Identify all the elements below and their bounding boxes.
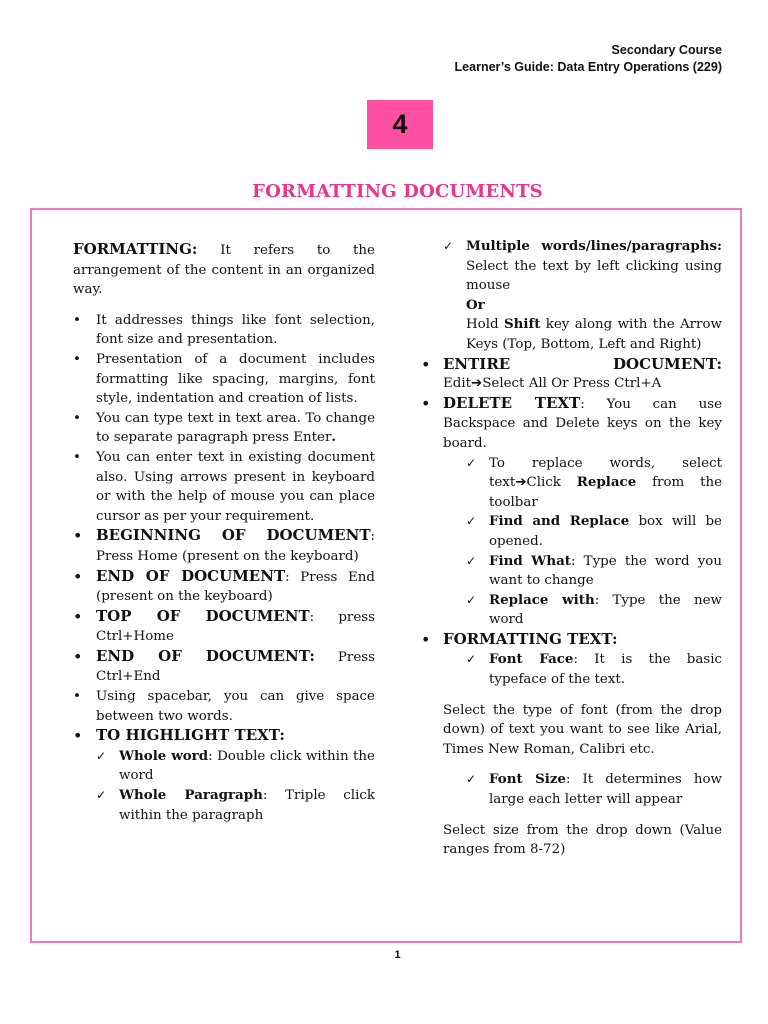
list-item	[73, 607, 375, 647]
list-item	[73, 567, 375, 607]
check-item-or: Or	[466, 296, 485, 313]
check-icon: ✓	[466, 455, 477, 470]
check-icon: ✓	[466, 553, 477, 568]
check-item-term: Font Size	[489, 771, 566, 788]
list-item-term: • ENTIRE DOCUMENT:	[443, 354, 722, 373]
list-item-text: : You can use Backspace and Delete keys on the key board.	[443, 396, 722, 451]
check-item-text: Select the text by left clicking using mouse	[466, 258, 722, 294]
check-item-term: Font Face	[489, 651, 574, 668]
arrow-icon: ➔	[515, 475, 527, 491]
right-bullet-list	[443, 355, 722, 454]
chapter-number: 4	[392, 109, 408, 139]
check-item-text: box will be opened.	[489, 514, 722, 549]
list-item	[73, 647, 375, 687]
list-item-term: DELETE TEXT	[443, 393, 581, 412]
page-title: FORMATTING DOCUMENTS	[252, 181, 543, 202]
check-item-text: : Type the new word	[489, 592, 722, 628]
delete-check-list	[466, 454, 722, 630]
list-item	[73, 448, 375, 526]
check-item	[466, 512, 722, 551]
check-item-term: Replace with	[489, 591, 595, 608]
check-icon: ✓	[466, 652, 477, 667]
check-item-text: key along with the Arrow Keys (Top, Bottom, Left and Right)	[466, 317, 722, 352]
arrow-icon: ➔	[471, 376, 483, 392]
list-item-text: You can enter text in existing document also. Using arrows present in keyboard or with the help of mouse you can place cursor as per your requirement.	[96, 449, 375, 524]
check-icon: ✓	[443, 239, 454, 253]
list-item-text: Select All Or Press Ctrl+A	[482, 376, 662, 392]
header-guide: Learner’s Guide: Data Entry Operations (229)	[454, 60, 722, 74]
list-item-text: Press Ctrl+End	[96, 649, 375, 685]
left-column	[73, 240, 375, 825]
check-item	[466, 591, 722, 630]
list-item-term: TO HIGHLIGHT TEXT:	[96, 726, 285, 745]
list-item-text: : press Ctrl+Home	[96, 609, 375, 645]
check-item-text: : It determines how large each letter will appear	[489, 772, 722, 808]
list-item-term: END OF DOCUMENT	[96, 566, 286, 585]
running-header	[455, 42, 722, 76]
check-item-text: : It is the basic typeface of the text.	[489, 652, 722, 688]
list-item-text: Edit	[443, 376, 472, 392]
font-size-paragraph: Select size from the drop down (Value ranges from 8-72)	[443, 822, 722, 858]
check-item	[466, 770, 722, 809]
check-item	[466, 650, 722, 689]
list-item-text: You can type text in text area. To change to separate paragraph press Enter	[96, 410, 375, 446]
list-item-text: It addresses things like font selection, font size and presentation.	[96, 312, 375, 348]
check-item-term: Find What	[489, 552, 571, 569]
check-item-term: Replace	[576, 474, 637, 491]
chapter-number-box	[367, 100, 433, 149]
list-item	[443, 630, 722, 651]
check-icon: ✓	[96, 788, 107, 803]
font-size-check-list	[466, 770, 722, 809]
check-item	[96, 786, 375, 825]
list-item-text: Presentation of a document includes formatting like spacing, margins, font style, indentation and creation of lists.	[96, 351, 375, 407]
highlight-check-list-continued	[443, 237, 722, 355]
check-icon: ✓	[466, 514, 477, 529]
check-icon: ✓	[466, 772, 477, 787]
check-item-text: Hold	[466, 317, 504, 333]
check-item-text: : Type the word you want to change	[489, 553, 722, 589]
check-icon: ✓	[466, 592, 477, 607]
check-item-term: Find and Replace	[489, 513, 630, 530]
list-item	[73, 311, 375, 350]
check-item-text: To replace words, select text	[489, 455, 722, 491]
intro-term: FORMATTING:	[73, 240, 198, 258]
highlight-check-list	[96, 747, 375, 825]
check-item	[466, 552, 722, 591]
check-item	[443, 237, 722, 355]
header-course: Secondary Course	[611, 43, 722, 57]
list-item	[443, 355, 722, 394]
check-item-term: Multiple words/lines/paragraphs:	[466, 238, 722, 254]
check-item	[466, 454, 722, 513]
check-item-term: Whole word	[119, 747, 209, 764]
check-item-text: from the toolbar	[489, 475, 723, 510]
check-icon: ✓	[96, 748, 107, 763]
list-item	[73, 687, 375, 726]
intro-text: It refers to the arrangement of the content in an organized way.	[73, 243, 375, 298]
right-bullet-list-2	[443, 630, 722, 651]
font-type-paragraph: Select the type of font (from the drop down) of text you want to see like Arial, Times New Roman, Calibri etc.	[443, 702, 722, 757]
list-item-text: Using spacebar, you can give space between two words.	[96, 689, 375, 724]
check-item	[96, 747, 375, 786]
check-item-term: Whole Paragraph	[119, 787, 263, 804]
formatting-check-list	[466, 650, 722, 689]
list-item	[73, 409, 375, 448]
page-number: 1	[394, 949, 401, 961]
list-item-term: BEGINNING OF DOCUMENT	[96, 526, 371, 545]
check-item-text: Click	[526, 475, 577, 491]
list-item	[73, 526, 375, 566]
list-item	[443, 394, 722, 454]
intro-paragraph	[73, 240, 375, 300]
check-item-text: : Triple click within the paragraph	[119, 788, 375, 823]
check-item-text: : Double click within the word	[119, 748, 375, 784]
list-item-text: : Press Home (present on the keyboard)	[96, 529, 375, 564]
right-column	[443, 237, 722, 860]
list-item-term: TOP OF DOCUMENT	[96, 606, 310, 625]
list-item	[73, 350, 375, 409]
check-item-key: Shift	[503, 316, 541, 333]
list-item-text: : Press End (present on the keyboard)	[96, 569, 375, 605]
list-item-term: FORMATTING TEXT:	[443, 629, 618, 648]
list-item	[73, 726, 375, 747]
list-item-period: .	[331, 429, 337, 446]
left-bullet-list	[73, 311, 375, 747]
list-item-term: END OF DOCUMENT:	[96, 646, 315, 665]
